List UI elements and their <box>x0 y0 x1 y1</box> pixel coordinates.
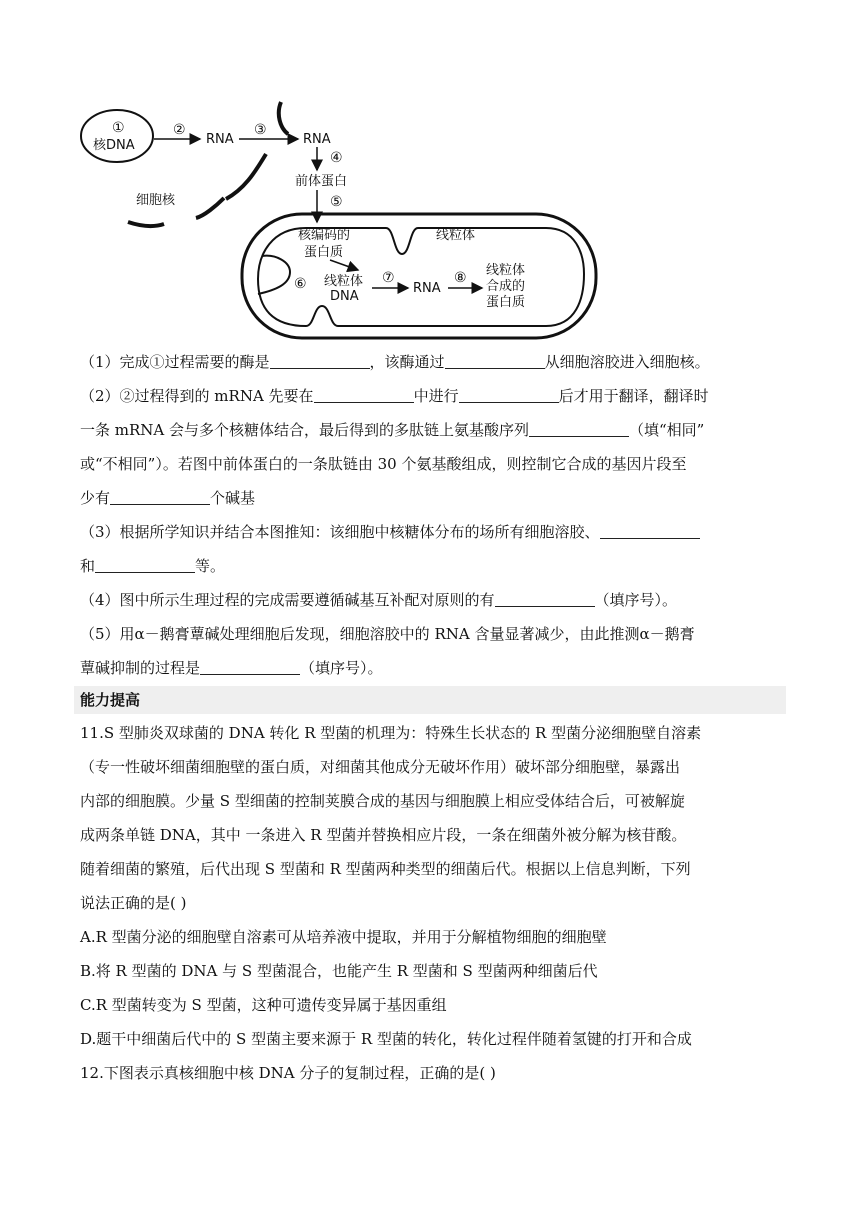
label-n3: ③ <box>254 122 267 138</box>
q2-line-3: 或“不相同”）。若图中前体蛋白的一条肽链由 30 个氨基酸组成，则控制它合成的基因片段至 <box>80 455 687 473</box>
q1-line: （1）完成①过程需要的酶是 ，该酶通过 从细胞溶胶进入细胞核。 <box>80 353 710 371</box>
label-mito-dna-2: DNA <box>330 289 359 304</box>
q4-line: （4）图中所示生理过程的完成需要遵循碱基互补配对原则的有 （填序号）。 <box>80 591 678 609</box>
q11-line-1: 11.S 型肺炎双球菌的 DNA 转化 R 型菌的机理为：特殊生长状态的 R 型菌分泌细胞壁自溶素 <box>80 724 702 742</box>
label-n8: ⑧ <box>454 270 467 286</box>
answer-blank[interactable] <box>600 523 700 539</box>
q5-line-1: （5）用α－鹅膏蕈碱处理细胞后发现，细胞溶胶中的 RNA 含量显著减少，由此推测α－鹅膏 <box>80 625 695 643</box>
q11-line-3: 内部的细胞膜。少量 S 型细菌的控制荚膜合成的基因与细胞膜上相应受体结合后，可被解旋 <box>80 792 685 810</box>
label-mito-prot-2: 合成的 <box>486 279 526 294</box>
q2-line-1: （2）②过程得到的 mRNA 先要在 中进行 后才用于翻译，翻译时 <box>80 387 709 405</box>
label-n2: ② <box>173 122 186 138</box>
section-title: 能力提高 <box>80 691 141 709</box>
q3-line-1: （3）根据所学知识并结合本图推知：该细胞中核糖体分布的场所有细胞溶胶、 <box>80 521 785 543</box>
label-nucleus: 细胞核 <box>136 193 176 208</box>
q2-line-4: 少有 个碱基 <box>80 489 256 507</box>
label-n1: ① <box>112 120 125 136</box>
label-n7: ⑦ <box>382 270 395 286</box>
label-nuc-encoded-2: 蛋白质 <box>304 245 344 260</box>
answer-blank[interactable] <box>445 353 545 369</box>
answer-blank[interactable] <box>529 421 629 437</box>
gene-expression-diagram <box>76 94 616 344</box>
q11-line-6: 说法正确的是( ) <box>80 894 187 912</box>
answer-blank[interactable] <box>200 659 300 675</box>
label-rna2: RNA <box>303 132 331 147</box>
nuclear-dna-ellipse <box>81 110 153 162</box>
answer-blank[interactable] <box>110 489 210 505</box>
nuclear-membrane-fragment <box>226 154 266 199</box>
nuclear-membrane-fragment <box>279 102 288 134</box>
q11-line-5: 随着细菌的繁殖，后代出现 S 型菌和 R 型菌两种类型的细菌后代。根据以上信息判断，下列 <box>80 860 691 878</box>
label-rna1: RNA <box>206 132 234 147</box>
label-nuc-encoded-1: 核编码的 <box>298 228 351 243</box>
answer-blank[interactable] <box>270 353 370 369</box>
q11-option-b[interactable]: B.将 R 型菌的 DNA 与 S 型菌混合，也能产生 R 型菌和 S 型菌两种细菌后代 <box>80 962 598 980</box>
label-n6: ⑥ <box>294 276 307 292</box>
q11-option-d[interactable]: D.题干中细菌后代中的 S 型菌主要来源于 R 型菌的转化，转化过程伴随着氢键的打开和合成 <box>80 1030 692 1048</box>
label-mito-prot-1: 线粒体 <box>486 263 526 278</box>
arrow-import <box>330 260 358 270</box>
label-mito: 线粒体 <box>436 228 476 243</box>
label-core-dna: 核DNA <box>93 138 135 153</box>
nuclear-membrane-fragment <box>196 198 224 218</box>
q11-line-2: （专一性破坏细菌细胞壁的蛋白质，对细菌其他成分无破坏作用）破坏部分细胞壁，暴露出 <box>80 758 681 776</box>
answer-blank[interactable] <box>495 591 595 607</box>
label-mito-dna-1: 线粒体 <box>324 274 364 289</box>
q3-line-2: 和 等。 <box>80 557 226 575</box>
q5-line-2: 蕈碱抑制的过程是 （填序号）。 <box>80 659 383 677</box>
label-n4: ④ <box>330 150 343 166</box>
label-precursor: 前体蛋白 <box>295 174 348 189</box>
nuclear-membrane-fragment <box>128 222 164 226</box>
answer-blank[interactable] <box>314 387 414 403</box>
label-mito-prot-3: 蛋白质 <box>486 295 526 310</box>
q12-line-1: 12.下图表示真核细胞中核 DNA 分子的复制过程，正确的是( ) <box>80 1064 496 1082</box>
mitochondrion-crista <box>258 256 290 294</box>
label-n5: ⑤ <box>330 194 343 210</box>
answer-blank[interactable] <box>459 387 559 403</box>
q2-line-2: 一条 mRNA 会与多个核糖体结合，最后得到的多肽链上氨基酸序列 （填“相同” <box>80 421 705 439</box>
q11-option-a[interactable]: A.R 型菌分泌的细胞壁自溶素可从培养液中提取，并用于分解植物细胞的细胞壁 <box>80 928 607 946</box>
label-rna3: RNA <box>413 281 441 296</box>
q11-option-c[interactable]: C.R 型菌转变为 S 型菌，这种可遗传变异属于基因重组 <box>80 996 447 1014</box>
q11-line-4: 成两条单链 DNA，其中 一条进入 R 型菌并替换相应片段，一条在细菌外被分解为核苷酸。 <box>80 826 687 844</box>
section-header-bar <box>74 686 786 714</box>
answer-blank[interactable] <box>95 557 195 573</box>
